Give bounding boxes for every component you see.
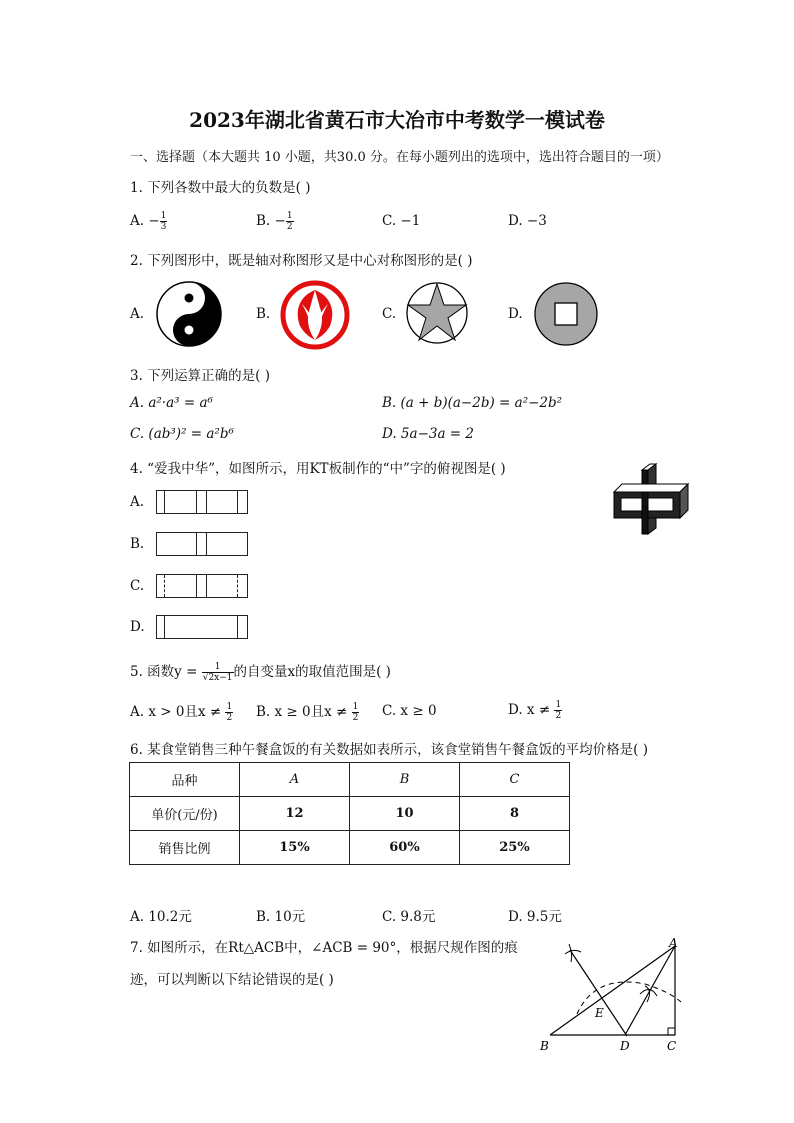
q4-stem: 4. “爱我中华”，如图所示，用KT板制作的“中”字的俯视图是( ) [130, 461, 506, 477]
table-cell: 品种 [130, 763, 240, 797]
q1-option-a-label: A. [130, 213, 145, 229]
frac-den: 2 [286, 222, 293, 232]
red-emblem-icon [280, 280, 350, 350]
dashed-line [164, 575, 165, 597]
q1-option-c[interactable]: C. −1 [382, 213, 421, 229]
label-a: A [669, 936, 678, 950]
table-row [130, 797, 570, 831]
table-cell: A [240, 763, 350, 797]
q4-option-a-label[interactable]: A. [130, 494, 145, 510]
table-cell: 12 [240, 797, 350, 831]
q2-stem: 2. 下列图形中，既是轴对称图形又是中心对称图形的是( ) [130, 253, 473, 269]
sales-table [129, 762, 570, 865]
q5-stem-pre: 5. 函数y = [130, 664, 202, 680]
q5-stem-post: 的自变量x的取值范围是( ) [233, 664, 391, 680]
frac-den: 2 [226, 713, 233, 723]
kt-board-zhong-figure [612, 462, 690, 542]
table-cell: 15% [240, 831, 350, 865]
q5-option-d[interactable] [508, 700, 562, 721]
q1-option-a[interactable] [130, 211, 167, 232]
q1-option-d[interactable]: D. −3 [508, 213, 547, 229]
construction-triangle-figure [535, 934, 695, 1059]
q4-option-d-figure [156, 615, 248, 639]
line [164, 616, 165, 638]
q3-stem: 3. 下列运算正确的是( ) [130, 368, 270, 384]
q7-stem-line1: 7. 如图所示，在Rt△ACB中，∠ACB = 90°，根据尺规作图的痕 [130, 940, 518, 956]
q2-option-a-label[interactable]: A. [130, 306, 145, 322]
q4-option-b-label[interactable]: B. [130, 536, 145, 552]
q4-option-c-label[interactable]: C. [130, 578, 145, 594]
yin-yang-icon [155, 280, 223, 348]
q6-option-d[interactable]: D. 9.5元 [508, 909, 562, 925]
q2-option-c-label[interactable]: C. [382, 306, 397, 322]
frac-den: 2 [555, 711, 562, 721]
q6-option-a[interactable]: A. 10.2元 [130, 909, 192, 925]
q6-stem: 6. 某食堂销售三种午餐盒饭的有关数据如表所示，该食堂销售午餐盒饭的平均价格是( ) [130, 742, 648, 758]
section-heading: 一、选择题（本大题共 10 小题，共30.0 分。在每小题列出的选项中，选出符合题目的一项） [130, 150, 669, 165]
line [206, 575, 207, 597]
frac-den: 3 [160, 222, 167, 232]
segment-ab [550, 946, 675, 1035]
line [196, 491, 197, 513]
star-in-circle-icon [405, 281, 469, 345]
page-title: 2023年湖北省黄石市大冶市中考数学一模试卷 [189, 108, 605, 132]
q4-option-d-label[interactable]: D. [130, 619, 145, 635]
line [196, 533, 197, 555]
label-d: D [620, 1039, 630, 1053]
frac-num: 1 [555, 700, 562, 710]
q1-stem: 1. 下列各数中最大的负数是( ) [130, 180, 311, 196]
q3-option-d[interactable]: D. 5a−3a = 2 [382, 426, 474, 442]
right-angle-mark [668, 1028, 675, 1035]
q5-option-a[interactable] [130, 700, 233, 723]
q6-option-c[interactable]: C. 9.8元 [382, 909, 436, 925]
q5-option-d-fraction [554, 700, 562, 721]
table-cell: C [460, 763, 570, 797]
q1-option-b[interactable] [256, 211, 294, 232]
frac-den: 2 [352, 713, 359, 723]
q2-option-b-label[interactable]: B. [256, 306, 271, 322]
table-cell: 25% [460, 831, 570, 865]
arc-mark-top [565, 944, 581, 962]
dashed-line [237, 575, 238, 597]
frac-num: 1 [202, 662, 234, 673]
q7-stem-line2: 迹，可以判断以下结论错误的是( ) [130, 972, 334, 988]
q4-option-c-figure [156, 574, 248, 598]
q2-option-d-label[interactable]: D. [508, 306, 523, 322]
line [196, 575, 197, 597]
table-row [130, 831, 570, 865]
q3-option-c[interactable]: C. (ab³)² = a²b⁶ [130, 426, 234, 442]
q6-option-b[interactable]: B. 10元 [256, 909, 306, 925]
q5-option-a-text: A. x > 0且x ≠ [130, 704, 226, 720]
label-c: C [667, 1039, 677, 1053]
q3-option-a[interactable]: A. a²·a³ = a⁶ [130, 395, 213, 411]
q4-option-a-figure [156, 490, 248, 514]
arc-dashed [577, 982, 681, 1014]
label-b: B [540, 1039, 549, 1053]
line [206, 533, 207, 555]
q5-option-c[interactable]: C. x ≥ 0 [382, 703, 437, 719]
perpendicular-line [570, 950, 627, 1036]
q5-stem [130, 660, 391, 683]
q4-option-b-figure [156, 532, 248, 556]
frac-num: 1 [160, 211, 167, 221]
q5-option-b-fraction [352, 702, 360, 723]
label-e: E [595, 1006, 604, 1020]
q5-option-b-text: B. x ≥ 0且x ≠ [256, 704, 352, 720]
segment-ad [625, 946, 675, 1035]
q1-option-b-sign: − [274, 213, 286, 229]
frac-num: 1 [352, 702, 359, 712]
line [237, 491, 238, 513]
frac-num: 1 [286, 211, 293, 221]
table-cell: 单价(元/份) [130, 797, 240, 831]
q5-option-a-fraction [225, 702, 233, 723]
table-cell: 10 [350, 797, 460, 831]
table-cell: 60% [350, 831, 460, 865]
table-cell: B [350, 763, 460, 797]
q5-option-d-text: D. x ≠ [508, 702, 555, 718]
frac-num: 1 [226, 702, 233, 712]
line [237, 616, 238, 638]
q5-fraction [202, 662, 234, 683]
q1-option-a-sign: − [148, 213, 160, 229]
table-row [130, 763, 570, 797]
line [206, 491, 207, 513]
q1-option-b-fraction [286, 211, 294, 232]
q1-option-b-label: B. [256, 213, 271, 229]
coin-icon [533, 281, 599, 347]
q1-option-a-fraction [160, 211, 168, 232]
table-cell: 8 [460, 797, 570, 831]
line [164, 491, 165, 513]
q5-option-b[interactable] [256, 700, 359, 723]
q3-option-b[interactable]: B. (a + b)(a−2b) = a²−2b² [382, 395, 563, 411]
table-cell: 销售比例 [130, 831, 240, 865]
frac-den: √2x−1 [202, 673, 233, 683]
